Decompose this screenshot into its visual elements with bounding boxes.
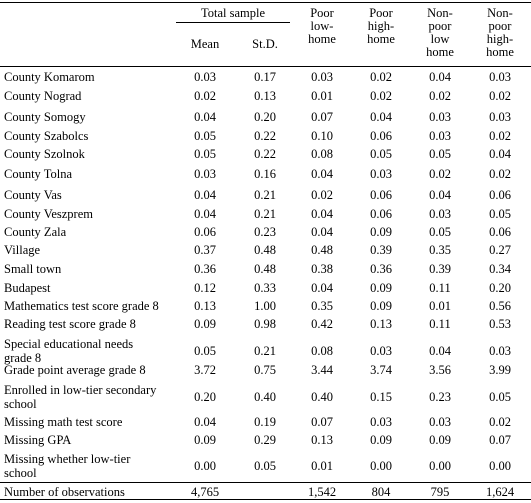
row-value: 0.05 (429, 147, 451, 161)
row-label: Small town (4, 262, 62, 276)
row-value: 0.42 (311, 317, 333, 331)
row-value: 0.06 (370, 207, 392, 221)
row-value: 0.06 (370, 129, 392, 143)
row-value: 0.48 (254, 243, 276, 257)
row-value: 0.13 (194, 299, 216, 313)
row-value: 0.04 (370, 110, 392, 124)
row-value: 0.13 (254, 89, 276, 103)
row-label: County Nograd (4, 89, 82, 103)
row-value: 0.02 (370, 89, 392, 103)
row-value: 0.06 (489, 188, 511, 202)
row-value: 0.03 (429, 207, 451, 221)
row-value: 0.37 (194, 243, 216, 257)
row-value: 0.06 (489, 225, 511, 239)
row-value: 0.23 (429, 390, 451, 404)
footer-value: 795 (430, 485, 450, 499)
row-value: 0.21 (254, 207, 276, 221)
row-label: Missing whether low-tier school (4, 452, 131, 480)
row-value: 0.35 (429, 243, 451, 257)
row-value: 0.16 (254, 167, 276, 181)
row-value: 0.02 (489, 129, 511, 143)
row-value: 0.04 (429, 188, 451, 202)
row-value: 0.29 (254, 433, 276, 447)
row-value: 0.05 (194, 344, 216, 358)
row-value: 0.03 (370, 344, 392, 358)
row-value: 0.06 (194, 225, 216, 239)
row-value: 0.04 (311, 207, 333, 221)
row-label: County Szolnok (4, 147, 85, 161)
row-value: 0.09 (194, 317, 216, 331)
row-value: 0.34 (489, 262, 511, 276)
row-value: 0.03 (489, 70, 511, 84)
row-value: 0.02 (489, 167, 511, 181)
header-bottom-rule (0, 66, 531, 67)
row-value: 0.38 (311, 262, 333, 276)
row-value: 0.75 (254, 363, 276, 377)
row-value: 1.00 (254, 299, 276, 313)
row-value: 0.04 (429, 344, 451, 358)
row-value: 0.01 (311, 459, 333, 473)
row-value: 0.22 (254, 147, 276, 161)
row-label: Enrolled in low-tier secondary school (4, 383, 157, 411)
row-value: 0.03 (489, 344, 511, 358)
row-label: County Tolna (4, 167, 72, 181)
row-value: 0.02 (311, 188, 333, 202)
row-value: 0.00 (489, 459, 511, 473)
row-value: 0.02 (370, 70, 392, 84)
row-value: 0.03 (489, 110, 511, 124)
row-label: County Somogy (4, 110, 86, 124)
row-value: 0.12 (194, 281, 216, 295)
row-value: 0.01 (429, 299, 451, 313)
row-value: 0.00 (370, 459, 392, 473)
row-value: 0.23 (254, 225, 276, 239)
row-value: 0.07 (311, 110, 333, 124)
row-value: 0.05 (194, 129, 216, 143)
footer-value: 4,765 (190, 485, 220, 499)
row-value: 0.22 (254, 129, 276, 143)
row-label: Special educational needs grade 8 (4, 337, 134, 365)
row-value: 0.03 (429, 129, 451, 143)
row-value: 0.21 (254, 344, 276, 358)
row-value: 0.09 (370, 225, 392, 239)
header-nonpoor-low-home: Non- poor low home (426, 6, 454, 59)
row-value: 0.04 (194, 415, 216, 429)
header-nonpoor-high-home: Non- poor high- home (486, 6, 514, 59)
row-value: 0.03 (429, 415, 451, 429)
row-value: 0.09 (194, 433, 216, 447)
row-value: 0.17 (254, 70, 276, 84)
row-value: 0.03 (370, 167, 392, 181)
row-value: 0.07 (489, 433, 511, 447)
row-value: 0.04 (429, 70, 451, 84)
row-value: 0.33 (254, 281, 276, 295)
row-value: 0.11 (429, 317, 451, 331)
row-value: 0.08 (311, 147, 333, 161)
row-value: 3.72 (194, 363, 216, 377)
row-value: 0.03 (194, 167, 216, 181)
footer-label: Number of observations (4, 485, 125, 499)
row-value: 0.48 (254, 262, 276, 276)
row-value: 0.20 (489, 281, 511, 295)
row-label: Reading test score grade 8 (4, 317, 136, 331)
row-value: 0.09 (370, 281, 392, 295)
row-value: 0.27 (489, 243, 511, 257)
row-value: 0.05 (429, 225, 451, 239)
row-value: 0.11 (429, 281, 451, 295)
row-value: 0.07 (311, 415, 333, 429)
row-value: 0.53 (489, 317, 511, 331)
row-value: 0.09 (370, 299, 392, 313)
bottom-rule (0, 499, 531, 500)
row-value: 0.40 (254, 390, 276, 404)
row-value: 0.00 (429, 459, 451, 473)
row-label: Grade point average grade 8 (4, 363, 146, 377)
row-value: 3.74 (370, 363, 392, 377)
row-value: 0.05 (489, 207, 511, 221)
row-value: 0.20 (254, 110, 276, 124)
row-label: County Komarom (4, 70, 95, 84)
row-value: 0.06 (370, 188, 392, 202)
row-value: 0.98 (254, 317, 276, 331)
header-total-sample: Total sample (200, 6, 266, 20)
row-value: 0.01 (311, 89, 333, 103)
header-poor-high-home: Poor high- home (367, 6, 395, 46)
total-sample-underline (176, 22, 290, 23)
row-value: 3.56 (429, 363, 451, 377)
header-poor-low-home: Poor low- home (308, 6, 336, 46)
row-value: 0.35 (311, 299, 333, 313)
row-value: 0.48 (311, 243, 333, 257)
footer-value: 1,624 (485, 485, 515, 499)
top-rule (0, 2, 531, 3)
row-value: 0.03 (370, 415, 392, 429)
footer-value: 804 (371, 485, 391, 499)
row-value: 0.04 (194, 110, 216, 124)
row-value: 3.99 (489, 363, 511, 377)
row-value: 0.03 (429, 110, 451, 124)
footer-value: 1,542 (307, 485, 337, 499)
row-value: 0.04 (311, 281, 333, 295)
footer-top-rule (0, 482, 531, 483)
row-label: County Vas (4, 188, 62, 202)
row-value: 0.02 (489, 415, 511, 429)
row-value: 0.04 (194, 188, 216, 202)
row-value: 0.02 (429, 167, 451, 181)
row-value: 0.03 (194, 70, 216, 84)
row-value: 0.03 (311, 70, 333, 84)
row-value: 0.21 (254, 188, 276, 202)
row-value: 0.05 (194, 147, 216, 161)
row-label: Village (4, 243, 41, 257)
row-label: Budapest (4, 281, 51, 295)
row-label: County Szabolcs (4, 129, 89, 143)
row-value: 0.05 (370, 147, 392, 161)
row-value: 0.04 (489, 147, 511, 161)
row-value: 0.56 (489, 299, 511, 313)
row-value: 0.13 (370, 317, 392, 331)
row-label: County Veszprem (4, 207, 93, 221)
row-value: 0.36 (370, 262, 392, 276)
row-value: 0.02 (194, 89, 216, 103)
row-value: 0.39 (429, 262, 451, 276)
row-label: Missing math test score (4, 415, 123, 429)
row-value: 0.39 (370, 243, 392, 257)
row-value: 0.04 (311, 167, 333, 181)
row-value: 0.05 (254, 459, 276, 473)
row-value: 0.19 (254, 415, 276, 429)
row-value: 0.15 (370, 390, 392, 404)
row-value: 0.09 (370, 433, 392, 447)
row-value: 3.44 (311, 363, 333, 377)
row-value: 0.02 (489, 89, 511, 103)
row-value: 0.09 (429, 433, 451, 447)
row-label: Missing GPA (4, 433, 72, 447)
row-value: 0.00 (194, 459, 216, 473)
row-value: 0.10 (311, 129, 333, 143)
row-value: 0.20 (194, 390, 216, 404)
row-value: 0.40 (311, 390, 333, 404)
row-value: 0.13 (311, 433, 333, 447)
header-std: St.D. (252, 37, 278, 51)
row-label: Mathematics test score grade 8 (4, 299, 159, 313)
row-label: County Zala (4, 225, 67, 239)
row-value: 0.02 (429, 89, 451, 103)
row-value: 0.04 (311, 225, 333, 239)
row-value: 0.05 (489, 390, 511, 404)
row-value: 0.04 (194, 207, 216, 221)
row-value: 0.08 (311, 344, 333, 358)
row-value: 0.36 (194, 262, 216, 276)
header-mean: Mean (190, 37, 220, 51)
